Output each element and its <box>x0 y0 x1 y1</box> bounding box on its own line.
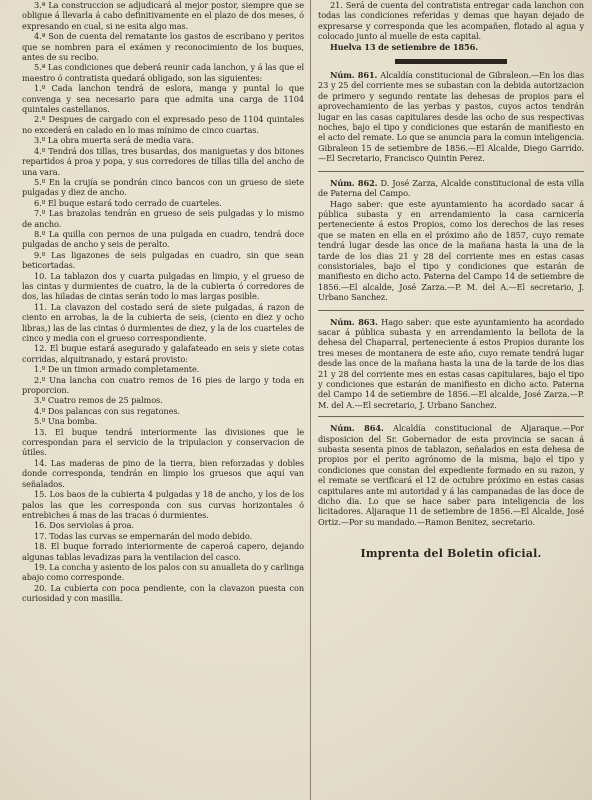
paragraph: 11. La clavazon del costado será de siete pulgadas, á razon de ciento en arrobas, la de la cubierta de seis, (ciento en diez y ocho libras,) las de las cintas ó durmientes de diez, y la de los cuarteles de cinco y media con el grueso correspondiente. <box>22 301 304 343</box>
paragraph: 14. Las maderas de pino de la tierra, bien reforzadas y dobles donde corresponda, tendrán en limpio los gruesos que aquí van señalados. <box>22 457 304 489</box>
paragraph: 2.º Una lancha con cuatro remos de 16 pies de largo y toda en proporcion. <box>22 374 304 396</box>
paragraph: 8.º La quilla con pernos de una pulgada en cuadro, tendrá doce pulgadas de ancho y seis de peralto. <box>22 228 304 250</box>
column-divider <box>310 0 311 800</box>
paragraph: 10. La tablazon dos y cuarta pulgadas en limpio, y el grueso de las cintas y durmientes de cuatro, la de la cubierta ó corredores de dos, las hiladas de cintas serán todo lo mas largas posible. <box>22 270 304 302</box>
paragraph: 12. El buque estará asegurado y galafateado en seis y siete cotas corridas, alquitranado, y estará provisto: <box>22 343 304 364</box>
notice-862 <box>318 178 584 303</box>
separator-bar <box>395 59 507 64</box>
separator-line <box>318 416 584 417</box>
paragraph: 16. Dos serviolas á proa. <box>34 520 134 531</box>
imprint: Imprenta del Boletin oficial. <box>360 547 542 561</box>
paragraph: 21. Será de cuenta del contratista entregar cada lanchon con todas las condiciones referidas y demas que hayan dejado de expresarse y corresponda que les acompañen, flotado al agua y colocado junto al muelle de esta capital. <box>318 0 584 42</box>
paragraph: 4.º Tendrá dos tillas, tres busardas, dos maniguetas y dos bitones repartidos á proa y popa, y sus corredores de tillas tilla del ancho de una vara. <box>22 145 304 177</box>
notice-863 <box>318 317 584 411</box>
notice-body: Hago saber: que este ayuntamiento ha acordado sacar á pública subasta y en arrendamiento la bellota de la dehesa del Chaparral, perteneciente á estos Propios durante los tres meses de montanera de este año, cuyo remate tendrá lugar desde las once de la mañana hasta la una de la tarde de los dias 21 y 28 del corriente mes en estas casas capitulares, bajo el tipo y condiciones que estarán de manifiesto en dicho acto. Paterna del Campo 14 de setiembre de 1856.—El alcalde, José Zarza.—P. M. del A.—El secretario, J. Urbano Sanchez. <box>318 316 584 410</box>
notice-body: D. José Zarza, Alcalde constitucional de esta villa de Paterna del Campo. <box>318 177 584 199</box>
paragraph: 17. Todas las curvas se empernarán del modo debido. <box>34 530 253 541</box>
paragraph: 6.º El buque estará todo cerrado de cuarteles. <box>34 197 222 208</box>
notice-body: Hago saber: que este ayuntamiento ha acordado sacar á pública subasta y en arrendamiento la casa carnicería perteneciente á estos Propios, como los derechos de las reses que se maten en ella en el próximo año de 1857, cuyo remate tendrá lugar desde las once de la mañana hasta la una de la tarde de los dias 21 y 28 del corriente mes en estas casas consistoriales, bajo el tipo y condiciones que estarán de manifiesto en dicho acto. Paterna del Campo 14 de setiembre de 1856.—El alcalde, José Zarza.—P. M. del A.—El secretario, J. Urbano Sanchez. <box>318 198 584 303</box>
paragraph: 7.º Las brazolas tendrán en grueso de seis pulgadas y lo mismo de ancho. <box>22 208 304 229</box>
notice-body: Alcaldía constitucional de Aljaraque.—Por disposicion del Sr. Gobernador de esta provincia se sacan á subasta sesenta pinos de tablazon, señalados en esta dehesa de propios por el perito agrónomo de la misma, bajo el tipo y condiciones que constan del expediente formado en su razon, y el remate se verificará el 12 de octubre próximo en estas casas capitulares ante mi autoridad y á las campanadas de las doce de dicho dia. Lo que se hace saber para inteligencia de los licitadores. Aljaraque 11 de setiembre de 1856.—El Alcalde, José Ortiz.—Por su mandado.—Ramon Benitez, secretario. <box>318 423 584 527</box>
paragraph: 5.º Una bomba. <box>34 416 98 427</box>
notice-864 <box>318 423 584 527</box>
notice-number: Núm. 863. <box>330 316 378 327</box>
paragraph: 3.º Cuatro remos de 25 palmos. <box>34 395 163 406</box>
paragraph: 1.º Cada lanchon tendrá de eslora, manga y puntal lo que convenga y sea necesario para que admita una carga de 1104 quintales castellanos. <box>22 83 304 115</box>
signoff: Huelva 13 de setiembre de 1856. <box>330 41 478 52</box>
paragraph: 5.ª Las condiciones que deberá reunir cada lanchon, y á las que el maestro ó contratista quedará obligado, son las siguientes: <box>22 62 304 83</box>
notice-body: Alcaldía constitucional de Gibraleon.—En los dias 23 y 25 del corriente mes se subastan con la debida autorizacion de primero y segundo rentate las dehesas de propios para el aprovechamiento de las yerbas y pastos, cuyos actos tendrán lugar en las casas capitulares desde las ocho de sus respectivas noches, bajo el tipo y condiciones que estarán de manifiesto en el acto del remate. Lo que se anuncia para la comun inteligencia. Gibraleon 15 de setiembre de 1856.—El Alcalde, Diego Garrido.—El Secretario, Francisco Quintin Perez. <box>318 70 584 164</box>
notice-number: Núm. 862. <box>330 177 378 188</box>
paragraph: 4.º Dos palancas con sus regatones. <box>34 405 180 416</box>
separator-line <box>318 171 584 172</box>
left-column <box>22 0 304 800</box>
notice-861 <box>318 70 584 164</box>
paragraph: 18. El buque forrado interiormente de caperoá capero, dejando algunas tablas levadizas para la ventilacion del casco. <box>22 541 304 562</box>
paragraph: 5.º En la crujía se pondrán cinco bancos con un grueso de siete pulgadas y diez de ancho. <box>22 176 304 198</box>
paragraph: 3.º La obra muerta será de media vara. <box>34 135 194 146</box>
right-column <box>318 0 584 800</box>
notice-number: Núm. 861. <box>330 70 378 81</box>
paragraph: 9.º Las ligazones de seis pulgadas en cuadro, sin que sean beticortadas. <box>22 249 304 271</box>
paragraph: 4.ª Son de cuenta del rematante los gastos de escribano y peritos que se nombren para el exámen y reconocimiento de los buques, antes de su recibo. <box>22 31 304 63</box>
paragraph: 19. La concha y asiento de los palos con su anualleta do y carlinga abajo como corresponde. <box>22 561 304 583</box>
paragraph: 13. El buque tendrá interiormente las divisiones que le correspondan para el servicio de la tripulacion y conservacion de útiles. <box>22 426 304 458</box>
separator-line <box>318 310 584 311</box>
paragraph: 2.º Despues de cargado con el expresado peso de 1104 quintales no excederá en calado en lo mas mínimo de cinco cuartas. <box>22 114 304 135</box>
notice-number: Núm. 864. <box>330 423 384 434</box>
paragraph: 1.º De un timon armado completamente. <box>34 364 200 375</box>
paragraph: 15. Los baos de la cubierta 4 pulgadas y 18 de ancho, y los de los palos las que les corresponda con sus curvas horizontales ó entrebiches á mas de las tracas ó durmientes. <box>22 489 304 520</box>
paragraph: 3.ª La construccion se adjudicará al mejor postor, siempre que se obligue á llevarla á cabo definitivamente en el plazo de dos meses, ó expresando en cual, si ne esita algo mas. <box>22 0 304 31</box>
paragraph: 20. La cubierta con poca pendiente, con la clavazon puesta con curiosidad y con masilla. <box>22 582 304 604</box>
